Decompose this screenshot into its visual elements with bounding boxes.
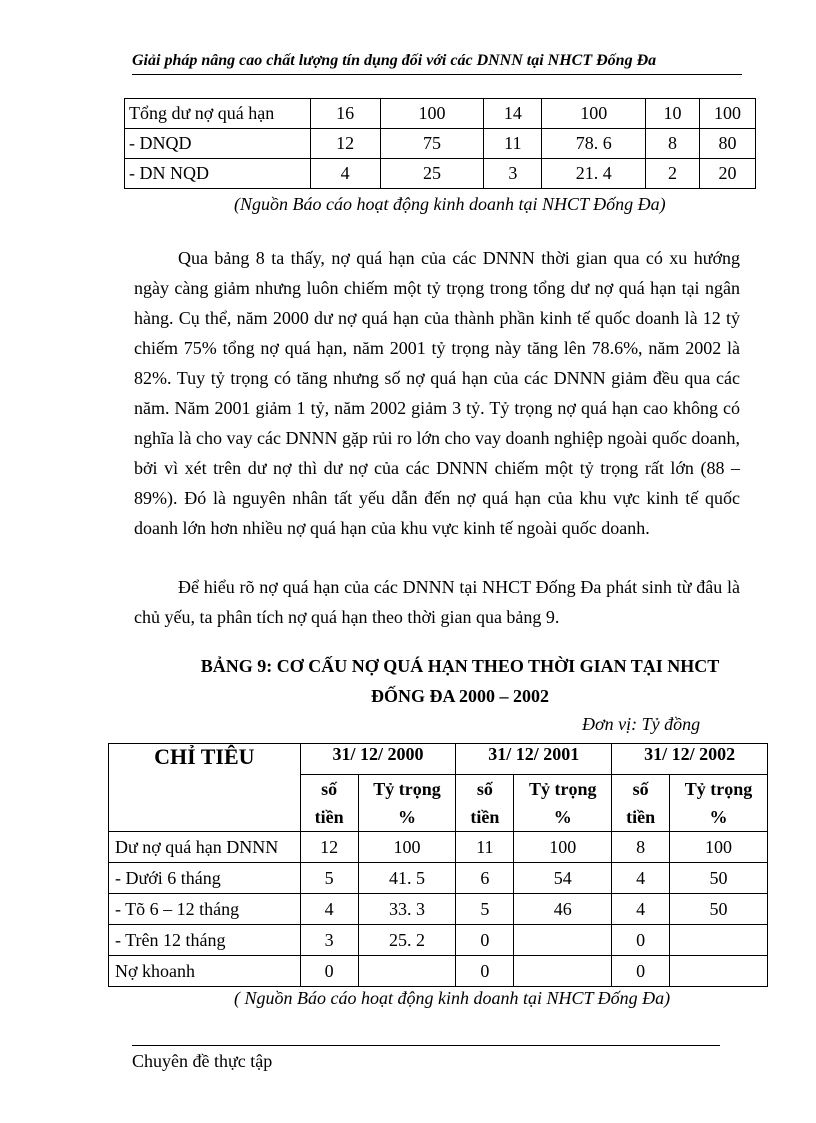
header-criteria: CHỈ TIÊU xyxy=(109,744,301,832)
table-8-continuation xyxy=(124,98,756,189)
subheader-ratio-line-2: % xyxy=(553,807,572,827)
subheader-amount-line-2: tiền xyxy=(626,807,656,827)
header-year: 31/ 12/ 2001 xyxy=(456,744,612,775)
table-cell xyxy=(358,956,456,987)
subheader-amount-line-2: tiền xyxy=(314,807,344,827)
row-label: Dư nợ quá hạn DNNN xyxy=(109,832,301,863)
table-cell xyxy=(670,956,768,987)
table-9-title-line-2: ĐỐNG ĐA 2000 – 2002 xyxy=(370,686,549,706)
subheader-amount-line-1: số xyxy=(476,779,493,799)
table-cell xyxy=(514,925,612,956)
table-cell: 25 xyxy=(380,159,484,189)
table-cell: 20 xyxy=(700,159,756,189)
table-cell: 8 xyxy=(612,832,670,863)
table-cell: 0 xyxy=(612,925,670,956)
table-cell: 3 xyxy=(484,159,542,189)
table-cell: 5 xyxy=(456,894,514,925)
table-cell xyxy=(514,956,612,987)
table-cell: 8 xyxy=(646,129,700,159)
table-cell: 4 xyxy=(310,159,380,189)
table-cell: 21. 4 xyxy=(542,159,646,189)
table-cell: 2 xyxy=(646,159,700,189)
table-cell: 50 xyxy=(670,863,768,894)
table-cell: 100 xyxy=(700,99,756,129)
subheader-ratio-line-2: % xyxy=(709,807,728,827)
table-8-source: (Nguồn Báo cáo hoạt động kinh doanh tại NHCT Đống Đa) xyxy=(234,194,666,214)
table-cell: 4 xyxy=(612,894,670,925)
table-cell: 100 xyxy=(670,832,768,863)
table-row xyxy=(109,894,768,925)
table-cell: 0 xyxy=(456,925,514,956)
table-cell: 5 xyxy=(300,863,358,894)
table-cell: 16 xyxy=(310,99,380,129)
table-9-source: ( Nguồn Báo cáo hoạt động kinh doanh tại NHCT Đống Đa) xyxy=(234,988,671,1008)
table-row xyxy=(109,832,768,863)
subheader-ratio xyxy=(358,775,456,832)
table-cell: 10 xyxy=(646,99,700,129)
subheader-ratio-line-1: Tỷ trọng xyxy=(684,779,753,799)
paragraph-analysis: Qua bảng 8 ta thấy, nợ quá hạn của các DNNN thời gian qua có xu hướng ngày càng giảm nhưng luôn chiếm một tỷ trọng trong tổng dư nợ quá hạn tại ngân hàng. Cụ thể, năm 2000 dư nợ quá hạn của thành phần kinh tế quốc doanh là 12 tỷ chiếm 75% tổng nợ quá hạn, năm 2001 tỷ trọng này tăng lên 78.6%, năm 2002 là 82%. Tuy tỷ trọng có tăng nhưng số nợ quá hạn của các DNNN giảm đều qua các năm. Năm 2001 giảm 1 tỷ, năm 2002 giảm 3 tỷ. Tỷ trọng nợ quá hạn cao không có nghĩa là cho vay các DNNN gặp rủi ro lớn cho vay doanh nghiệp ngoài quốc doanh, bởi vì xét trên dư nợ thì dư nợ của các DNNN chiếm một tỷ trọng rất lớn (88 – 89%). Đó là nguyên nhân tất yếu dẫn đến nợ quá hạn của khu vực kinh tế quốc doanh lớn hơn nhiều nợ quá hạn của khu vực kinh tế ngoài quốc doanh. xyxy=(134,248,740,538)
row-label: - DN NQD xyxy=(125,159,311,189)
table-cell: 0 xyxy=(456,956,514,987)
table-cell: 80 xyxy=(700,129,756,159)
table-cell: 100 xyxy=(358,832,456,863)
table-cell: 33. 3 xyxy=(358,894,456,925)
page-footer: Chuyên đề thực tập xyxy=(132,1051,273,1071)
table-row xyxy=(125,159,756,189)
table-cell: 100 xyxy=(380,99,484,129)
subheader-amount-line-1: số xyxy=(321,779,338,799)
row-label: - Dưới 6 tháng xyxy=(109,863,301,894)
subheader-ratio-line-1: Tỷ trọng xyxy=(373,779,441,799)
table-9 xyxy=(108,743,768,987)
table-cell: 4 xyxy=(300,894,358,925)
page-header: Giải pháp nâng cao chất lượng tín dụng đối với các DNNN tại NHCT Đống Đa xyxy=(132,52,742,75)
table-cell: 0 xyxy=(612,956,670,987)
table-row xyxy=(125,99,756,129)
subheader-amount-line-1: số xyxy=(632,779,649,799)
table-row xyxy=(109,863,768,894)
subheader-amount xyxy=(300,775,358,832)
row-label: - DNQD xyxy=(125,129,311,159)
subheader-ratio-line-2: % xyxy=(397,807,416,827)
table-cell: 4 xyxy=(612,863,670,894)
table-cell: 41. 5 xyxy=(358,863,456,894)
table-row xyxy=(125,129,756,159)
table-cell: 0 xyxy=(300,956,358,987)
header-year: 31/ 12/ 2002 xyxy=(612,744,768,775)
table-cell xyxy=(670,925,768,956)
table-9-title-line-1: BẢNG 9: CƠ CẤU NỢ QUÁ HẠN THEO THỜI GIAN TẠI NHCT xyxy=(200,656,720,676)
header-year: 31/ 12/ 2000 xyxy=(300,744,456,775)
table-cell: 12 xyxy=(300,832,358,863)
table-row xyxy=(109,925,768,956)
table-cell: 54 xyxy=(514,863,612,894)
table-cell: 46 xyxy=(514,894,612,925)
table-row xyxy=(109,956,768,987)
unit-label: Đơn vị: Tỷ đồng xyxy=(582,714,701,734)
table-cell: 100 xyxy=(514,832,612,863)
paragraph-intro-table-9: Để hiểu rõ nợ quá hạn của các DNNN tại NHCT Đống Đa phát sinh từ đâu là chủ yếu, ta phân tích nợ quá hạn theo thời gian qua bảng 9. xyxy=(134,577,740,627)
table-cell: 100 xyxy=(542,99,646,129)
table-cell: 50 xyxy=(670,894,768,925)
table-cell: 75 xyxy=(380,129,484,159)
row-label: - Tõ 6 – 12 tháng xyxy=(109,894,301,925)
footer-divider xyxy=(132,1045,720,1046)
table-cell: 11 xyxy=(484,129,542,159)
table-cell: 25. 2 xyxy=(358,925,456,956)
row-label: Tổng dư nợ quá hạn xyxy=(125,99,311,129)
table-cell: 14 xyxy=(484,99,542,129)
subheader-ratio xyxy=(670,775,768,832)
table-header-row xyxy=(109,744,768,775)
table-cell: 78. 6 xyxy=(542,129,646,159)
table-cell: 12 xyxy=(310,129,380,159)
row-label: Nợ khoanh xyxy=(109,956,301,987)
subheader-amount xyxy=(612,775,670,832)
table-cell: 11 xyxy=(456,832,514,863)
subheader-ratio-line-1: Tỷ trọng xyxy=(529,779,597,799)
subheader-ratio xyxy=(514,775,612,832)
table-cell: 6 xyxy=(456,863,514,894)
subheader-amount xyxy=(456,775,514,832)
row-label: - Trên 12 tháng xyxy=(109,925,301,956)
table-9-title xyxy=(120,651,800,711)
subheader-amount-line-2: tiền xyxy=(470,807,500,827)
table-cell: 3 xyxy=(300,925,358,956)
